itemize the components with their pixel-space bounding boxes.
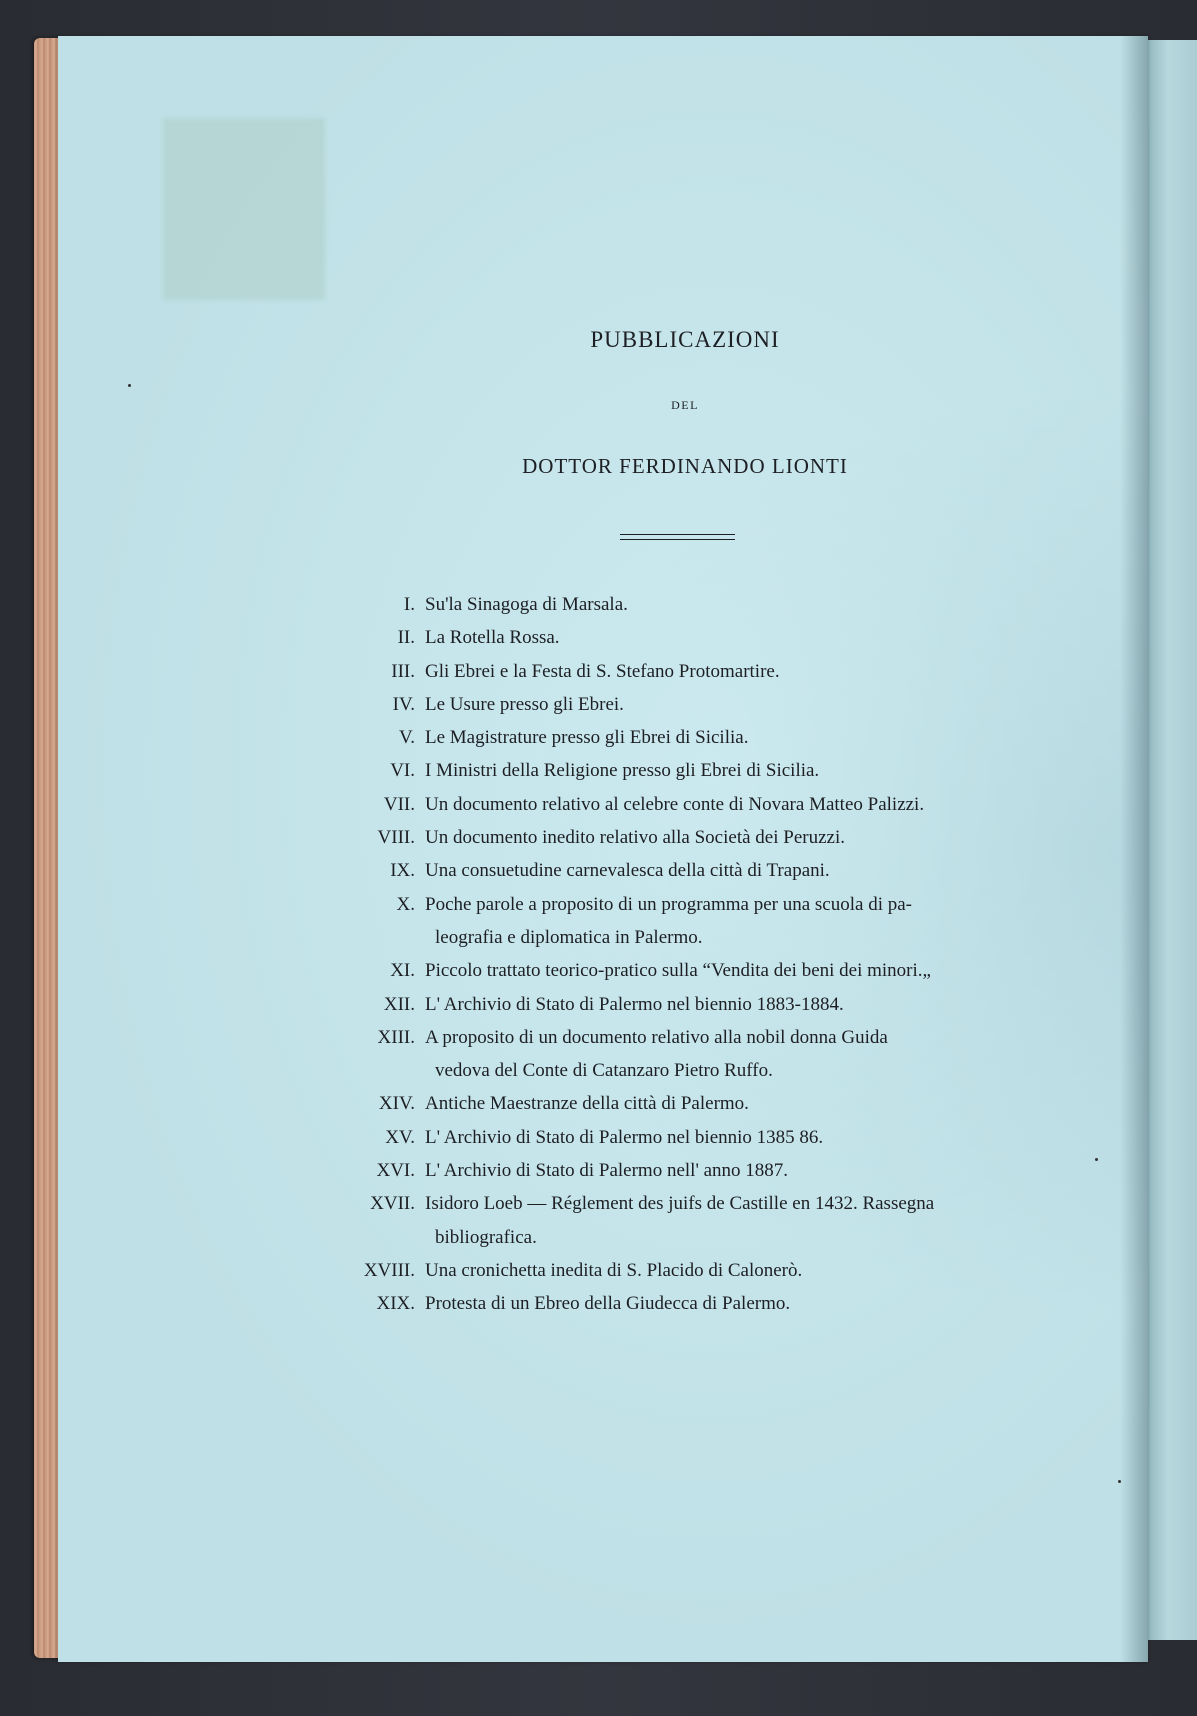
publication-title-line: Le Magistrature presso gli Ebrei di Sicilia. xyxy=(425,727,749,749)
paper-speck xyxy=(1095,1158,1098,1161)
publication-number: XVIII. xyxy=(363,1259,415,1281)
publication-item xyxy=(0,1187,1100,1254)
publication-item xyxy=(0,988,1100,1021)
publication-title-continuation: bibliografica. xyxy=(435,1226,537,1248)
publication-title xyxy=(425,888,1000,955)
publication-number: XVI. xyxy=(376,1160,415,1182)
publication-title xyxy=(425,721,1000,754)
publication-number: XIV. xyxy=(378,1093,415,1115)
publication-item xyxy=(0,1154,1100,1187)
publication-title-line: Su'la Sinagoga di Marsala. xyxy=(425,594,628,615)
publication-number: VI. xyxy=(390,760,415,782)
publication-item xyxy=(0,754,1100,787)
paper-speck xyxy=(128,384,131,387)
publication-title xyxy=(425,1121,1000,1154)
publication-title xyxy=(425,788,1000,821)
publication-item xyxy=(0,954,1100,987)
publication-number: XVII. xyxy=(370,1193,415,1215)
publication-title-line: Poche parole a proposito di un programma per una scuola di pa- xyxy=(425,893,912,915)
title-connector: DEL xyxy=(671,398,699,412)
publication-number: II. xyxy=(397,627,415,649)
publication-title-line: Protesta di un Ebreo della Giudecca di Palermo. xyxy=(425,1293,791,1315)
publication-number: XV. xyxy=(385,1126,415,1148)
paper-speck xyxy=(1118,1480,1121,1483)
publication-number: V. xyxy=(398,727,415,749)
publication-number: XI. xyxy=(390,960,415,982)
publication-item xyxy=(0,888,1100,955)
publication-number: IV. xyxy=(392,693,415,715)
publication-title xyxy=(425,588,1000,621)
publications-list xyxy=(0,588,1100,1321)
publication-number: XIII. xyxy=(377,1026,415,1048)
publication-title-continuation: leografia e diplomatica in Palermo. xyxy=(435,926,703,948)
publication-title xyxy=(425,1187,1000,1254)
publication-title-line: L' Archivio di Stato di Palermo nell' anno 1887. xyxy=(425,1160,789,1182)
publication-title-line: Antiche Maestranze della città di Palermo. xyxy=(425,1093,749,1115)
publication-number: XII. xyxy=(383,993,415,1015)
publication-title xyxy=(425,621,1000,654)
publication-number: X. xyxy=(396,893,415,915)
publication-title xyxy=(425,688,1000,721)
publication-number: III. xyxy=(391,660,415,682)
publication-title xyxy=(425,988,1000,1021)
publication-title-line: L' Archivio di Stato di Palermo nel biennio 1883-1884. xyxy=(425,993,844,1015)
facing-page-edge xyxy=(1145,40,1197,1640)
publication-title-line: Una cronichetta inedita di S. Placido di Calonerò. xyxy=(425,1259,803,1281)
page-title: PUBBLICAZIONI xyxy=(590,327,780,352)
publication-item xyxy=(0,621,1100,654)
publication-title-continuation: vedova del Conte di Catanzaro Pietro Ruffo. xyxy=(435,1060,773,1082)
publication-number: VIII. xyxy=(377,827,415,849)
publication-title-line: Gli Ebrei e la Festa di S. Stefano Protomartire. xyxy=(425,660,780,682)
publication-title-line: I Ministri della Religione presso gli Ebrei di Sicilia. xyxy=(425,760,820,782)
publication-item xyxy=(0,1021,1100,1088)
publication-title-line: A proposito di un documento relativo alla nobil donna Guida xyxy=(425,1026,888,1048)
publication-item xyxy=(0,854,1100,887)
publication-item xyxy=(0,788,1100,821)
publication-title-line: Un documento inedito relativo alla Società dei Peruzzi. xyxy=(425,827,845,849)
spine-shadow xyxy=(1120,36,1148,1662)
publication-number: I. xyxy=(403,594,415,615)
publication-number: IX. xyxy=(390,860,415,882)
publication-title-line: La Rotella Rossa. xyxy=(425,627,560,649)
paper-stain xyxy=(163,118,325,300)
publication-item xyxy=(0,1254,1100,1287)
publication-title xyxy=(425,1254,1000,1287)
publication-item xyxy=(0,1087,1100,1120)
publication-title-line: Piccolo trattato teorico-pratico sulla “Vendita dei beni dei minori.„ xyxy=(425,960,931,982)
publication-title xyxy=(425,954,1000,987)
publication-title xyxy=(425,821,1000,854)
publication-title-line: L' Archivio di Stato di Palermo nel biennio 1385 86. xyxy=(425,1126,824,1148)
publication-title xyxy=(425,1021,1000,1088)
publication-title xyxy=(425,1287,1000,1320)
publication-title xyxy=(425,655,1000,688)
publication-title-line: Isidoro Loeb — Réglement des juifs de Castille en 1432. Rassegna xyxy=(425,1193,935,1215)
publication-number: VII. xyxy=(383,793,415,815)
publication-item xyxy=(0,821,1100,854)
publication-item xyxy=(0,655,1100,688)
publication-item xyxy=(0,721,1100,754)
publication-title xyxy=(425,1154,1000,1187)
publication-number: XIX. xyxy=(376,1293,415,1315)
publication-title xyxy=(425,754,1000,787)
publication-title-line: Un documento relativo al celebre conte di Novara Matteo Palizzi. xyxy=(425,793,925,815)
author-name: DOTTOR FERDINANDO LIONTI xyxy=(522,454,848,478)
publication-item xyxy=(0,588,1100,621)
publication-title-line: Una consuetudine carnevalesca della città di Trapani. xyxy=(425,860,830,882)
publication-title xyxy=(425,854,1000,887)
double-rule-divider xyxy=(620,534,735,540)
publication-title xyxy=(425,1087,1000,1120)
publication-title-line: Le Usure presso gli Ebrei. xyxy=(425,693,624,715)
publication-item xyxy=(0,1287,1100,1320)
publication-item xyxy=(0,1121,1100,1154)
publication-item xyxy=(0,688,1100,721)
